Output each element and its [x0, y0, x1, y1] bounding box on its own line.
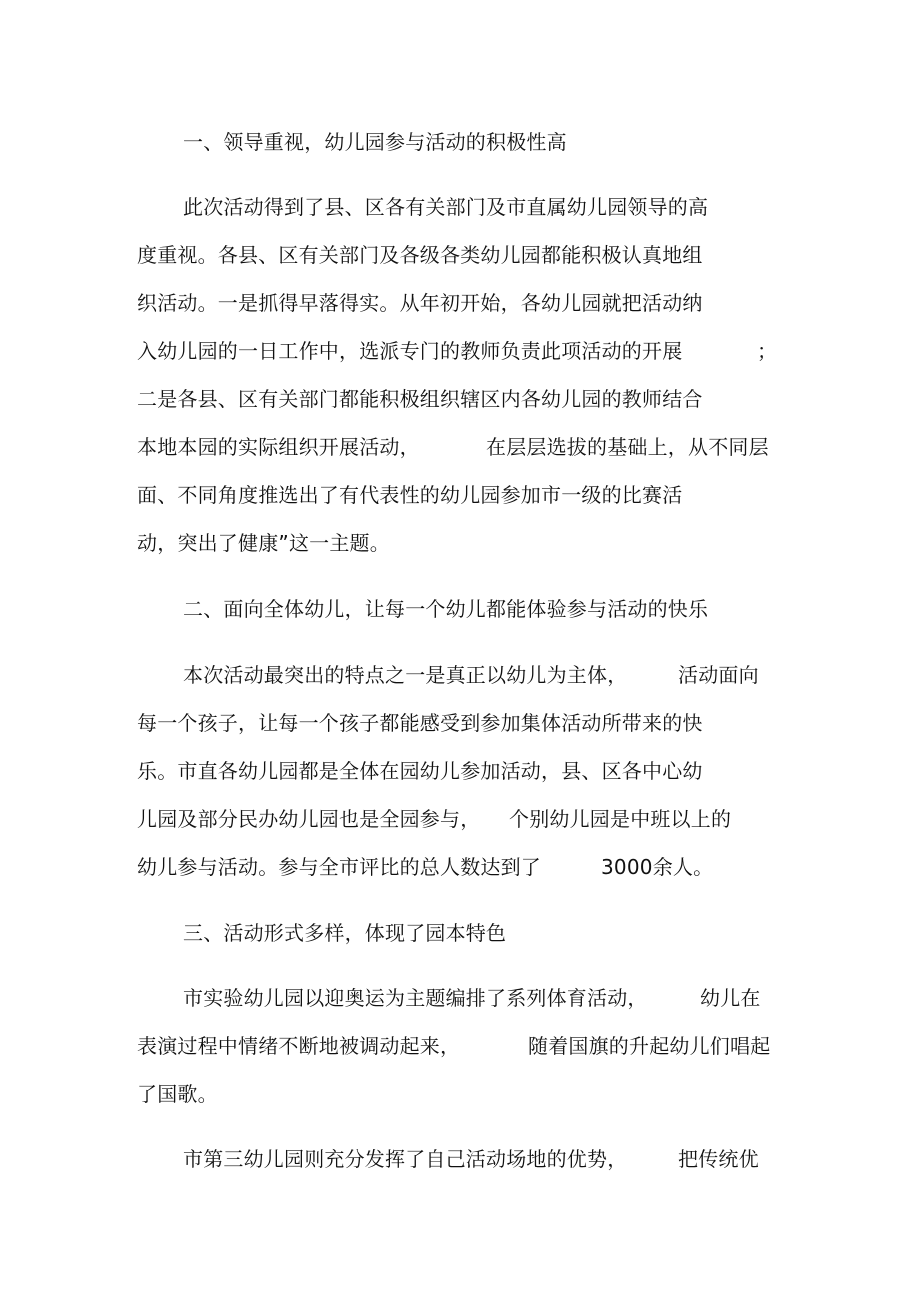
section3-para2-line-1a: 市第三幼儿园则充分发挥了自己活动场地的优势， — [183, 1147, 628, 1171]
section2-heading: 二、面向全体幼儿，让每一个幼儿都能体验参与活动的快乐 — [183, 597, 709, 621]
section2-line-4a: 儿园及部分民办幼儿园也是全园参与， — [137, 807, 481, 831]
section1-line-8: 动，突出了健康”这一主题。 — [137, 531, 390, 555]
section3-line-1a: 市实验幼儿园以迎奥运为主题编排了系列体育活动， — [183, 986, 648, 1010]
section3-para2-line-1b: 把传统优 — [678, 1147, 759, 1171]
section2-line-1b: 活动面向 — [678, 663, 759, 687]
section3-line-3: 了国歌。 — [137, 1082, 218, 1106]
section1-line-4-tail: ； — [757, 339, 778, 363]
section3-line-1b: 幼儿在 — [700, 986, 761, 1010]
section2-line-2: 每一个孩子，让每一个孩子都能感受到参加集体活动所带来的快 — [137, 711, 703, 735]
section2-line-5a: 幼儿参与活动。参与全市评比的总人数达到了 — [137, 855, 541, 879]
section2-line-3: 乐。市直各幼儿园都是全体在园幼儿参加活动，县、区各中心幼 — [137, 759, 703, 783]
section3-line-2a: 表演过程中情绪不断地被调动起来， — [137, 1034, 461, 1058]
section1-line-6a: 本地本园的实际组织开展活动， — [137, 435, 420, 459]
section1-line-7: 面、不同角度推选出了有代表性的幼儿园参加市一级的比赛活 — [137, 483, 683, 507]
section1-line-4: 入幼儿园的一日工作中，选派专门的教师负责此项活动的开展 — [137, 339, 683, 363]
section1-line-2: 度重视。各县、区有关部门及各级各类幼儿园都能积极认真地组 — [137, 243, 703, 267]
section2-line-4b: 个别幼儿园是中班以上的 — [509, 807, 732, 831]
section1-heading: 一、领导重视，幼儿园参与活动的积极性高 — [183, 130, 567, 154]
section3-line-2b: 随着国旗的升起幼儿们唱起 — [528, 1034, 771, 1058]
section2-line-5b: 3000余人。 — [601, 855, 714, 879]
section3-heading: 三、活动形式多样，体现了园本特色 — [183, 921, 507, 945]
section1-line-5: 二是各县、区有关部门都能积极组织辖区内各幼儿园的教师结合 — [137, 387, 703, 411]
section1-line-6b: 在层层选拔的基础上，从不同层 — [486, 435, 769, 459]
section2-line-1a: 本次活动最突出的特点之一是真正以幼儿为主体， — [183, 663, 628, 687]
section1-line-1: 此次活动得到了县、区各有关部门及市直属幼儿园领导的高 — [183, 195, 709, 219]
section1-line-3: 织活动。一是抓得早落得实。从年初开始，各幼儿园就把活动纳 — [137, 291, 703, 315]
